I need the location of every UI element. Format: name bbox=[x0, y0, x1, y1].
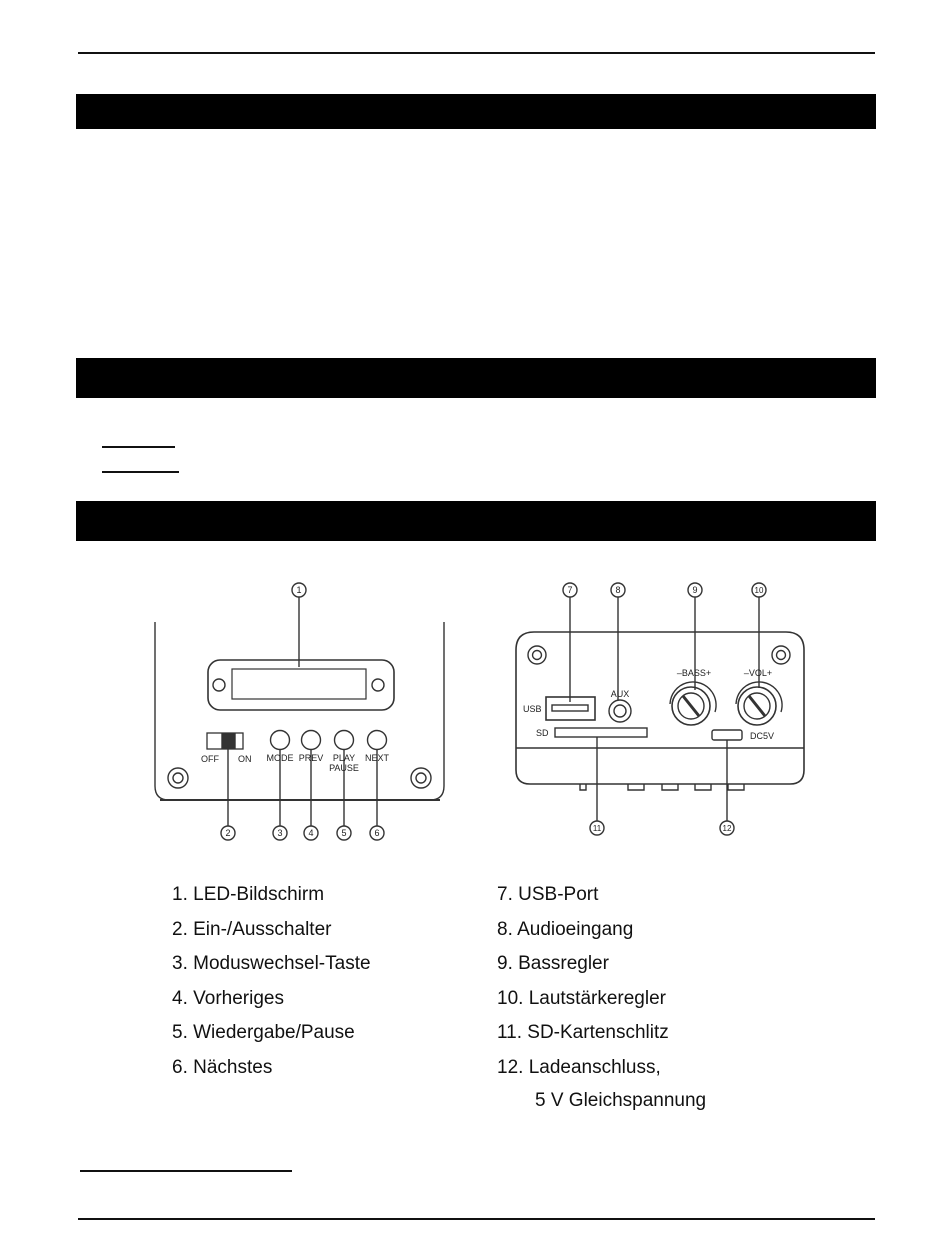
callout-12: 12 bbox=[722, 824, 732, 833]
sd-label: SD bbox=[536, 728, 549, 738]
play-pause-button bbox=[335, 731, 354, 750]
front-panel bbox=[155, 597, 444, 826]
callout-6: 6 bbox=[374, 828, 380, 838]
legend-item: 4. Vorheriges bbox=[172, 987, 284, 1009]
callout-9: 9 bbox=[692, 585, 698, 595]
prev-button bbox=[302, 731, 321, 750]
vol-knob bbox=[736, 682, 782, 725]
sd-slot bbox=[555, 728, 647, 737]
legend-item: 10. Lautstärkeregler bbox=[497, 987, 666, 1009]
mode-button bbox=[271, 731, 290, 750]
legend-item: 9. Bassregler bbox=[497, 953, 609, 974]
callout-1: 1 bbox=[296, 585, 302, 595]
legend-item: 12. Ladeanschluss, bbox=[497, 1056, 661, 1078]
callout-circles bbox=[221, 583, 766, 840]
callout-11: 11 bbox=[592, 824, 602, 833]
back-panel bbox=[516, 597, 804, 821]
bass-label: –BASS+ bbox=[676, 668, 712, 678]
callout-2: 2 bbox=[225, 828, 231, 838]
callout-8: 8 bbox=[615, 585, 621, 595]
callout-10: 10 bbox=[754, 586, 764, 595]
callout-5: 5 bbox=[341, 828, 347, 838]
legend-item: 2. Ein-/Ausschalter bbox=[172, 918, 332, 940]
vol-label: –VOL+ bbox=[743, 668, 773, 678]
next-button bbox=[368, 731, 387, 750]
legend-item: 6. Nächstes bbox=[172, 1056, 273, 1078]
footnote-rule bbox=[80, 1170, 292, 1172]
legend-item: 5. Wiedergabe/Pause bbox=[172, 1022, 355, 1043]
pause-label: PAUSE bbox=[329, 763, 359, 773]
aux-label: AUX bbox=[610, 689, 630, 699]
legend-left bbox=[172, 878, 371, 1085]
dc-label: DC5V bbox=[750, 731, 775, 741]
legend-item: 3. Moduswechsel-Taste bbox=[172, 953, 371, 974]
legend-item: 8. Audioeingang bbox=[497, 918, 634, 940]
footer-rule bbox=[78, 1218, 875, 1220]
mode-label: MODE bbox=[266, 753, 294, 763]
legend-right bbox=[497, 878, 706, 1117]
switch-off-label: OFF bbox=[201, 754, 219, 764]
next-label: NEXT bbox=[364, 753, 390, 763]
legend-item: 11. SD-Kartenschlitz bbox=[497, 1022, 669, 1043]
callout-4: 4 bbox=[308, 828, 314, 838]
usb-label: USB bbox=[523, 704, 542, 714]
switch-on-label: ON bbox=[238, 754, 252, 764]
prev-label: PREV bbox=[298, 753, 324, 763]
bass-knob bbox=[670, 682, 716, 725]
aux-jack bbox=[609, 700, 631, 722]
legend-item: 7. USB-Port bbox=[497, 884, 599, 905]
callout-3: 3 bbox=[277, 828, 283, 838]
legend-item-continuation: 5 V Gleichspannung bbox=[535, 1090, 707, 1111]
play-label: PLAY bbox=[332, 753, 356, 763]
legend-item: 1. LED-Bildschirm bbox=[172, 884, 325, 905]
dc-port bbox=[712, 730, 742, 740]
callout-7: 7 bbox=[567, 585, 573, 595]
